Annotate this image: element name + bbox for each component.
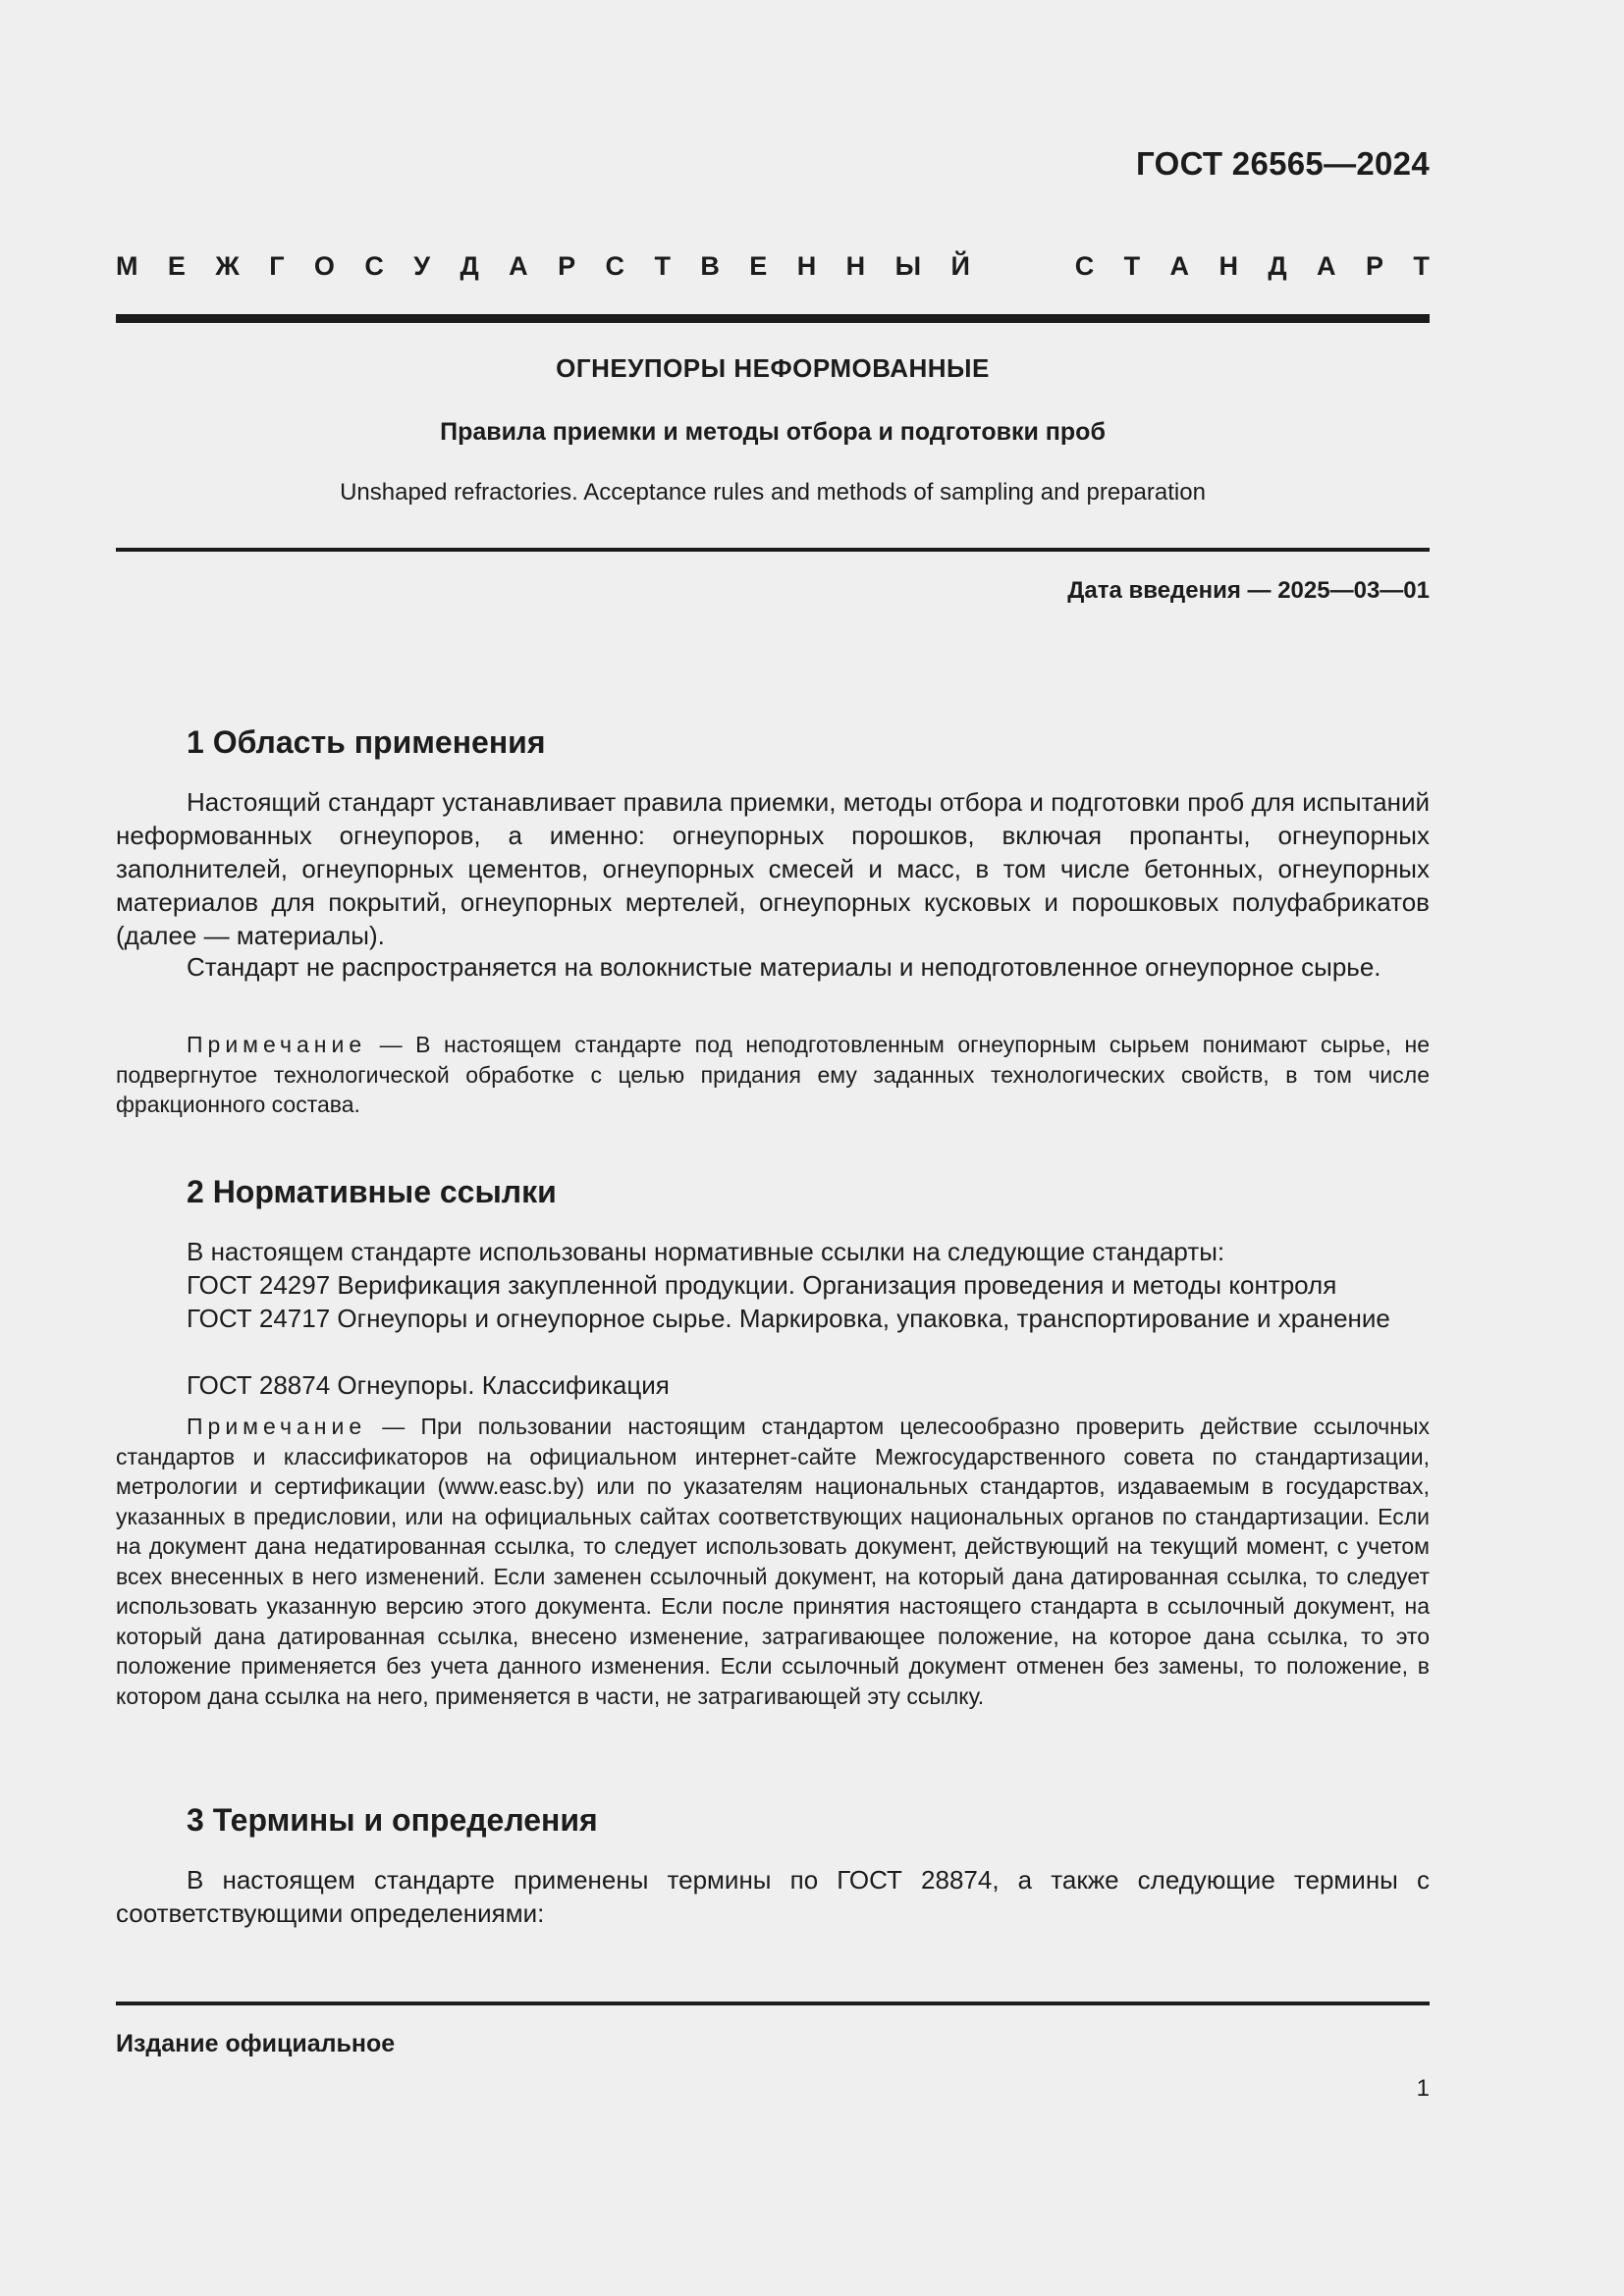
header-rule-thick [116, 314, 1430, 323]
banner-letter: Е [749, 251, 768, 281]
document-subtitle: Правила приемки и методы отбора и подготовки проб [440, 418, 1106, 446]
banner-letter: А [1317, 251, 1336, 281]
banner-letter: Д [460, 251, 479, 281]
edition-label: Издание официальное [116, 2030, 396, 2057]
banner-letter: Д [1268, 251, 1287, 281]
reference-item: ГОСТ 24717 Огнеупоры и огнеупорное сырье. Маркировка, упаковка, транспортирование и хранение [187, 1304, 1390, 1333]
page-number: 1 [1416, 2075, 1430, 2102]
banner-word-gap [1000, 251, 1045, 282]
reference-item: ГОСТ 28874 Огнеупоры. Классификация [187, 1370, 670, 1400]
banner-letter: О [313, 251, 335, 281]
introduction-date: Дата введения — 2025—03—01 [1067, 577, 1430, 604]
standard-code: ГОСТ 26565—2024 [1136, 145, 1430, 182]
banner-letter: В [700, 251, 720, 281]
banner-letter: С [364, 251, 384, 281]
section-3-paragraph-1: В настоящем стандарте применены термины по ГОСТ 28874, а также следующие термины с соответствующими определениями: [116, 1865, 1430, 1928]
note-text: — При пользовании настоящим стандартом целесообразно проверить действие ссылочных стандартов и классификаторов на официальном интернет-сайте Межгосударственного совета по стандартизации, метрологии и сертификации (www.easc.by) или по указателям национальных стандартов, издаваемым в государствах, указанных в предисловии, или на официальных сайтах соответствующих национальных органов по стандартизации. Если на документ дана недатированная ссылка, то следует использовать документ, действующий на текущий момент, с учетом всех внесенных в него изменений. Если заменен ссылочный документ, на который дана датированная ссылка, то следует использовать указанную версию этого документа. Если после принятия настоящего стандарта в ссылочный документ, на который дана датированная ссылка, внесено изменение, затрагивающее положение, на которое дана ссылка, то это положение применяется без учета данного изменения. Если ссылочный документ отменен без замены, то положение, в котором дана ссылка на него, применяется в части, не затрагивающей эту ссылку. [116, 1414, 1430, 1709]
section-1-paragraph-2: Стандарт не распространяется на волокнистые материалы и неподготовленное огнеупорное сырье. [187, 952, 1381, 982]
section-2-intro: В настоящем стандарте использованы нормативные ссылки на следующие стандарты: [187, 1237, 1225, 1266]
banner-letter: Р [558, 251, 576, 281]
banner-letter: Т [1123, 251, 1141, 281]
banner-letter: Ж [215, 251, 240, 281]
section-1-heading: 1 Область применения [187, 724, 546, 760]
section-2-heading: 2 Нормативные ссылки [187, 1174, 557, 1209]
banner-letter: У [413, 251, 431, 281]
note-label: Примечание [187, 1414, 367, 1439]
section-1-note [116, 1030, 1430, 1120]
section-2-note [116, 1412, 1430, 1711]
section-1-paragraph-1: Настоящий стандарт устанавливает правила приемки, методы отбора и подготовки проб для испытаний неформованных огнеупоров, а именно: огнеупорных порошков, включая пропанты, огнеупорных заполнителей, огнеупорных цементов, огнеупорных смесей и масс, в том числе бетонных, огнеупорных материалов для покрытий, огнеупорных мертелей, огнеупорных кусковых и порошковых полуфабрикатов (далее — материалы). [116, 787, 1430, 950]
document-title: ОГНЕУПОРЫ НЕФОРМОВАННЫЕ [556, 353, 990, 383]
banner-letter: Й [950, 251, 970, 281]
banner-letter: Н [796, 251, 817, 281]
section-3-heading: 3 Термины и определения [187, 1802, 598, 1838]
banner-letter: Ы [894, 251, 922, 281]
document-title-english: Unshaped refractories. Acceptance rules and methods of sampling and preparation [340, 479, 1206, 506]
banner-letter: Т [654, 251, 671, 281]
banner-letter: Р [1365, 251, 1383, 281]
banner-letter: А [1169, 251, 1190, 281]
banner-letter: Н [845, 251, 866, 281]
banner-letter: Н [1218, 251, 1238, 281]
interstate-standard-banner [116, 251, 1430, 282]
title-rule [116, 548, 1430, 552]
banner-letter: А [509, 251, 528, 281]
footer-rule [116, 2002, 1430, 2005]
banner-letter: Е [167, 251, 186, 281]
note-label: Примечание [187, 1032, 367, 1057]
note-text: — В настоящем стандарте под неподготовленным огнеупорным сырьем понимают сырье, не подвергнутое технологической обработке с целью придания ему заданных технологических свойств, в том числе фракционного состава. [116, 1032, 1430, 1117]
banner-letter: С [1074, 251, 1095, 281]
banner-letter: Г [269, 251, 285, 281]
reference-item: ГОСТ 24297 Верификация закупленной продукции. Организация проведения и методы контроля [187, 1270, 1337, 1300]
banner-letter: М [116, 251, 138, 281]
banner-letter: Т [1413, 251, 1430, 281]
banner-letter: С [605, 251, 625, 281]
